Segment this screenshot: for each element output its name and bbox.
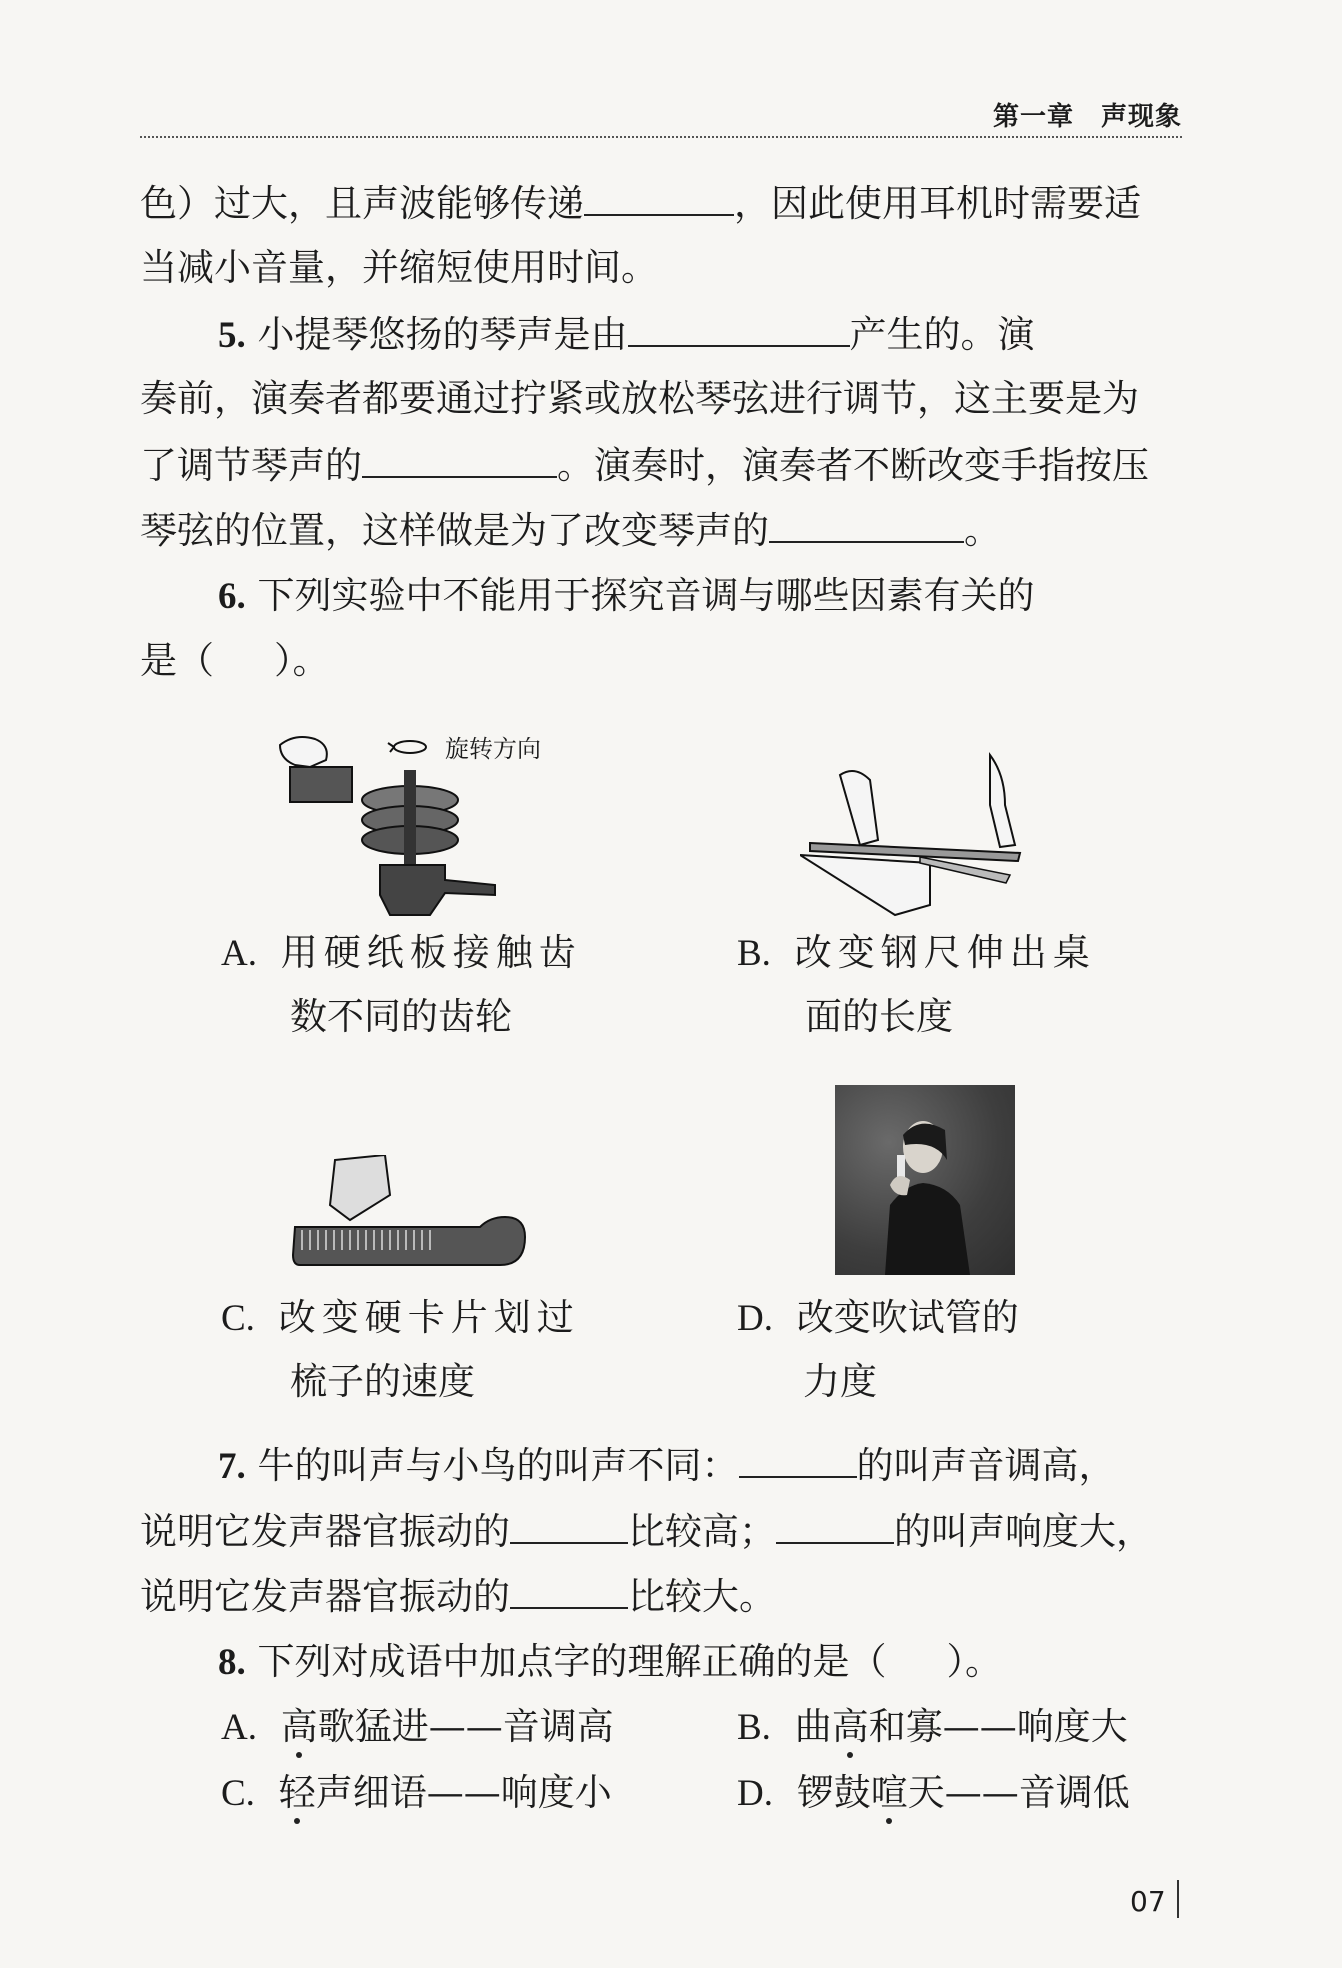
text-span: 了调节琴声的 (140, 444, 362, 487)
option-letter: C. (221, 1773, 255, 1814)
text-span: 歌猛进——音调高 (317, 1705, 614, 1748)
option-letter: A. (221, 1707, 257, 1748)
option-6a-cont: 数不同的齿轮 (290, 995, 512, 1038)
test-tube-blowing-photo (835, 1085, 1015, 1275)
answer-blank[interactable] (739, 1440, 857, 1478)
text-line (140, 505, 1182, 556)
text-span: 小提琴悠扬的琴声是由 (257, 313, 628, 356)
option-6b (737, 928, 1096, 979)
option-8a (221, 1702, 614, 1753)
option-letter: D. (737, 1298, 773, 1339)
rotation-direction-label: 旋转方向 (445, 735, 541, 763)
dotted-char: 高 (831, 1705, 869, 1748)
text-span: 是（ (140, 639, 214, 682)
body-shape (885, 1183, 970, 1275)
text-line (140, 636, 1182, 686)
text-span: 产生的。演 (849, 313, 1035, 356)
text-span: 琴弦的位置，这样做是为了改变琴声的 (140, 509, 769, 552)
running-header (140, 96, 1182, 138)
comb-experiment-figure (290, 1155, 530, 1280)
page-number: 07 (1130, 1885, 1166, 1918)
text-span: 。演奏时，演奏者不断改变手指按压 (557, 444, 1149, 487)
option-6d (737, 1293, 1019, 1344)
option-letter: B. (737, 1707, 771, 1748)
option-letter: B. (737, 933, 771, 974)
answer-blank[interactable] (776, 1506, 894, 1544)
option-text (281, 1705, 614, 1748)
text-span: 说明它发声器官振动的 (140, 1510, 510, 1553)
text-span: 牛的叫声与小鸟的叫声不同： (257, 1444, 739, 1487)
option-letter: C. (221, 1298, 255, 1339)
text-line: 奏前，演奏者都要通过拧紧或放松琴弦进行调节，这主要是为 (140, 377, 1139, 420)
option-text: 改变钢尺伸出桌 (794, 931, 1096, 974)
hand-shape (840, 771, 878, 845)
text-line (140, 178, 1182, 229)
hard-card (330, 1155, 390, 1220)
text-span: 锣鼓 (796, 1771, 871, 1814)
option-text: 改变硬卡片划过 (278, 1296, 580, 1339)
option-text: 用硬纸板接触齿 (280, 931, 582, 974)
text-span: 。 (964, 509, 1001, 552)
comb (293, 1217, 525, 1265)
option-text: 改变吹试管的 (796, 1296, 1019, 1339)
question-number: 8. (218, 1642, 246, 1683)
ruler-experiment-figure (800, 745, 1030, 920)
text-line: 当减小音量，并缩短使用时间。 (140, 246, 658, 289)
answer-blank[interactable] (362, 440, 557, 478)
answer-blank[interactable] (628, 309, 850, 347)
text-span: 和寡——响度大 (868, 1705, 1128, 1748)
option-6b-cont: 面的长度 (805, 995, 953, 1038)
question-number: 5. (218, 315, 246, 356)
text-span: 比较高； (628, 1510, 776, 1553)
option-6a (221, 928, 582, 979)
option-8c (221, 1768, 612, 1819)
option-8d (737, 1768, 1130, 1819)
option-text (795, 1705, 1128, 1748)
cardboard-piece (290, 767, 352, 802)
text-span: 说明它发声器官振动的 (140, 1575, 510, 1618)
dotted-char: 喧 (870, 1771, 908, 1814)
text-line (140, 440, 1182, 491)
text-span: ，因此使用耳机时需要适 (734, 182, 1141, 225)
hand-shape (280, 737, 327, 767)
hand-shape (990, 755, 1015, 847)
option-8b (737, 1702, 1128, 1753)
page-number-bar (1177, 1880, 1179, 1918)
option-6c-cont: 梳子的速度 (290, 1360, 475, 1403)
question-8 (218, 1637, 1182, 1688)
dotted-char: 轻 (278, 1771, 316, 1814)
text-span: 色）过大，且声波能够传递 (140, 182, 584, 225)
option-letter: A. (221, 933, 257, 974)
question-number: 6. (218, 576, 246, 617)
text-span: 的叫声音调高， (856, 1444, 1116, 1487)
text-span: 曲 (794, 1705, 832, 1748)
answer-blank[interactable] (510, 1506, 628, 1544)
text-span: 比较大。 (628, 1575, 776, 1618)
question-7 (218, 1440, 1182, 1492)
option-6c (221, 1293, 580, 1344)
text-span: 的叫声响度大， (894, 1510, 1153, 1553)
text-line (140, 1506, 1182, 1557)
text-span: ）。 (946, 1640, 1003, 1683)
chapter-title: 第一章 声现象 (992, 102, 1182, 132)
answer-blank[interactable] (584, 178, 734, 216)
option-text (797, 1771, 1130, 1814)
text-span: 天——音调低 (907, 1771, 1130, 1814)
question-5 (218, 309, 1182, 361)
text-span: 下列对成语中加点字的理解正确的是（ (257, 1640, 887, 1683)
dotted-char: 高 (280, 1705, 318, 1748)
text-span: ）。 (274, 639, 330, 682)
question-number: 7. (218, 1446, 246, 1487)
text-line (140, 1571, 1182, 1622)
answer-blank[interactable] (510, 1571, 628, 1609)
text-span: 声细语——响度小 (315, 1771, 612, 1814)
question-6 (218, 571, 1182, 622)
option-6d-cont: 力度 (803, 1360, 877, 1403)
text-span: 下列实验中不能用于探究音调与哪些因素有关的 (257, 574, 1035, 617)
answer-blank[interactable] (769, 505, 964, 543)
desk-edge (800, 855, 930, 915)
option-letter: D. (737, 1773, 773, 1814)
option-text (279, 1771, 612, 1814)
